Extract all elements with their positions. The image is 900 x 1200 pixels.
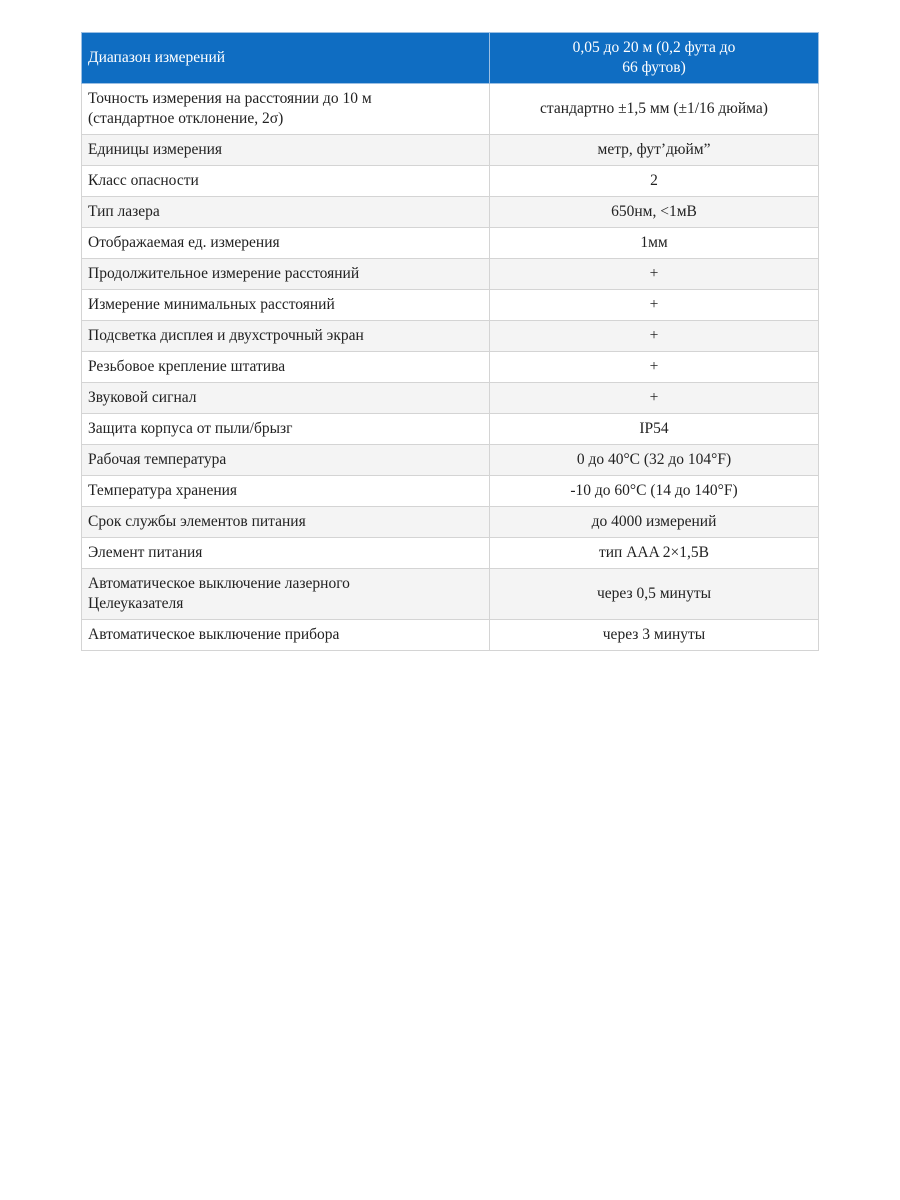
spec-name-cell: Срок службы элементов питания: [82, 507, 490, 538]
spec-name-line2: (стандартное отклонение, 2σ): [88, 110, 284, 127]
table-row: [82, 383, 819, 414]
table-row: [82, 445, 819, 476]
spec-name-cell: Единицы измерения: [82, 135, 490, 166]
spec-name-cell: Элемент питания: [82, 538, 490, 569]
spec-name-cell: Автоматическое выключение прибора: [82, 620, 490, 651]
spec-name-cell: [82, 84, 490, 135]
spec-name-cell: Рабочая температура: [82, 445, 490, 476]
spec-value-cell: IP54: [490, 414, 819, 445]
table-row: [82, 259, 819, 290]
spec-value-cell: стандартно ±1,5 мм (±1/16 дюйма): [490, 84, 819, 135]
spec-value-cell: через 0,5 минуты: [490, 569, 819, 620]
table-row: [82, 228, 819, 259]
table-row: [82, 197, 819, 228]
table-row: [82, 507, 819, 538]
table-row: [82, 569, 819, 620]
header-name-cell: [82, 33, 490, 84]
spec-value-cell: через 3 минуты: [490, 620, 819, 651]
spec-name-cell: [82, 569, 490, 620]
spec-name-cell: Отображаемая ед. измерения: [82, 228, 490, 259]
header-name-text: Диапазон измерений: [88, 49, 226, 66]
spec-name-line1: Точность измерения на расстоянии до 10 м: [88, 90, 372, 107]
table-row: [82, 538, 819, 569]
spec-name-cell: Класс опасности: [82, 166, 490, 197]
spec-name-cell: Звуковой сигнал: [82, 383, 490, 414]
table-row: [82, 290, 819, 321]
spec-value-cell: до 4000 измерений: [490, 507, 819, 538]
spec-value-cell: 2: [490, 166, 819, 197]
spec-name-cell: Подсветка дисплея и двухстрочный экран: [82, 321, 490, 352]
spec-name-line1: Автоматическое выключение лазерного: [88, 575, 350, 592]
table-row: [82, 352, 819, 383]
header-value-line1: 0,05 до 20 м (0,2 фута до: [572, 39, 736, 56]
header-value-line2: 66 футов): [622, 59, 686, 76]
spec-value-cell: +: [490, 352, 819, 383]
table-header-row: [82, 33, 819, 84]
spec-value-cell: +: [490, 321, 819, 352]
specifications-table: [81, 32, 819, 651]
spec-name-cell: Продолжительное измерение расстояний: [82, 259, 490, 290]
spec-value-cell: +: [490, 383, 819, 414]
header-value-cell: [490, 33, 819, 84]
spec-name-line2: Целеуказателя: [88, 595, 184, 612]
spec-value-cell: тип AAA 2×1,5В: [490, 538, 819, 569]
spec-value-cell: 0 до 40°C (32 до 104°F): [490, 445, 819, 476]
spec-name-cell: Температура хранения: [82, 476, 490, 507]
spec-name-cell: Тип лазера: [82, 197, 490, 228]
spec-name-cell: Измерение минимальных расстояний: [82, 290, 490, 321]
table-row: [82, 321, 819, 352]
spec-value-cell: -10 до 60°C (14 до 140°F): [490, 476, 819, 507]
table-row: [82, 414, 819, 445]
spec-value-cell: +: [490, 259, 819, 290]
table-row: [82, 135, 819, 166]
table-row: [82, 620, 819, 651]
spec-value-cell: метр, фут’дюйм”: [490, 135, 819, 166]
spec-value-cell: +: [490, 290, 819, 321]
spec-name-cell: Защита корпуса от пыли/брызг: [82, 414, 490, 445]
table-row: [82, 476, 819, 507]
table-row: [82, 166, 819, 197]
table-row: [82, 84, 819, 135]
spec-value-cell: 1мм: [490, 228, 819, 259]
specifications-table-body: [82, 33, 819, 651]
spec-value-cell: 650нм, <1мВ: [490, 197, 819, 228]
spec-name-cell: Резьбовое крепление штатива: [82, 352, 490, 383]
